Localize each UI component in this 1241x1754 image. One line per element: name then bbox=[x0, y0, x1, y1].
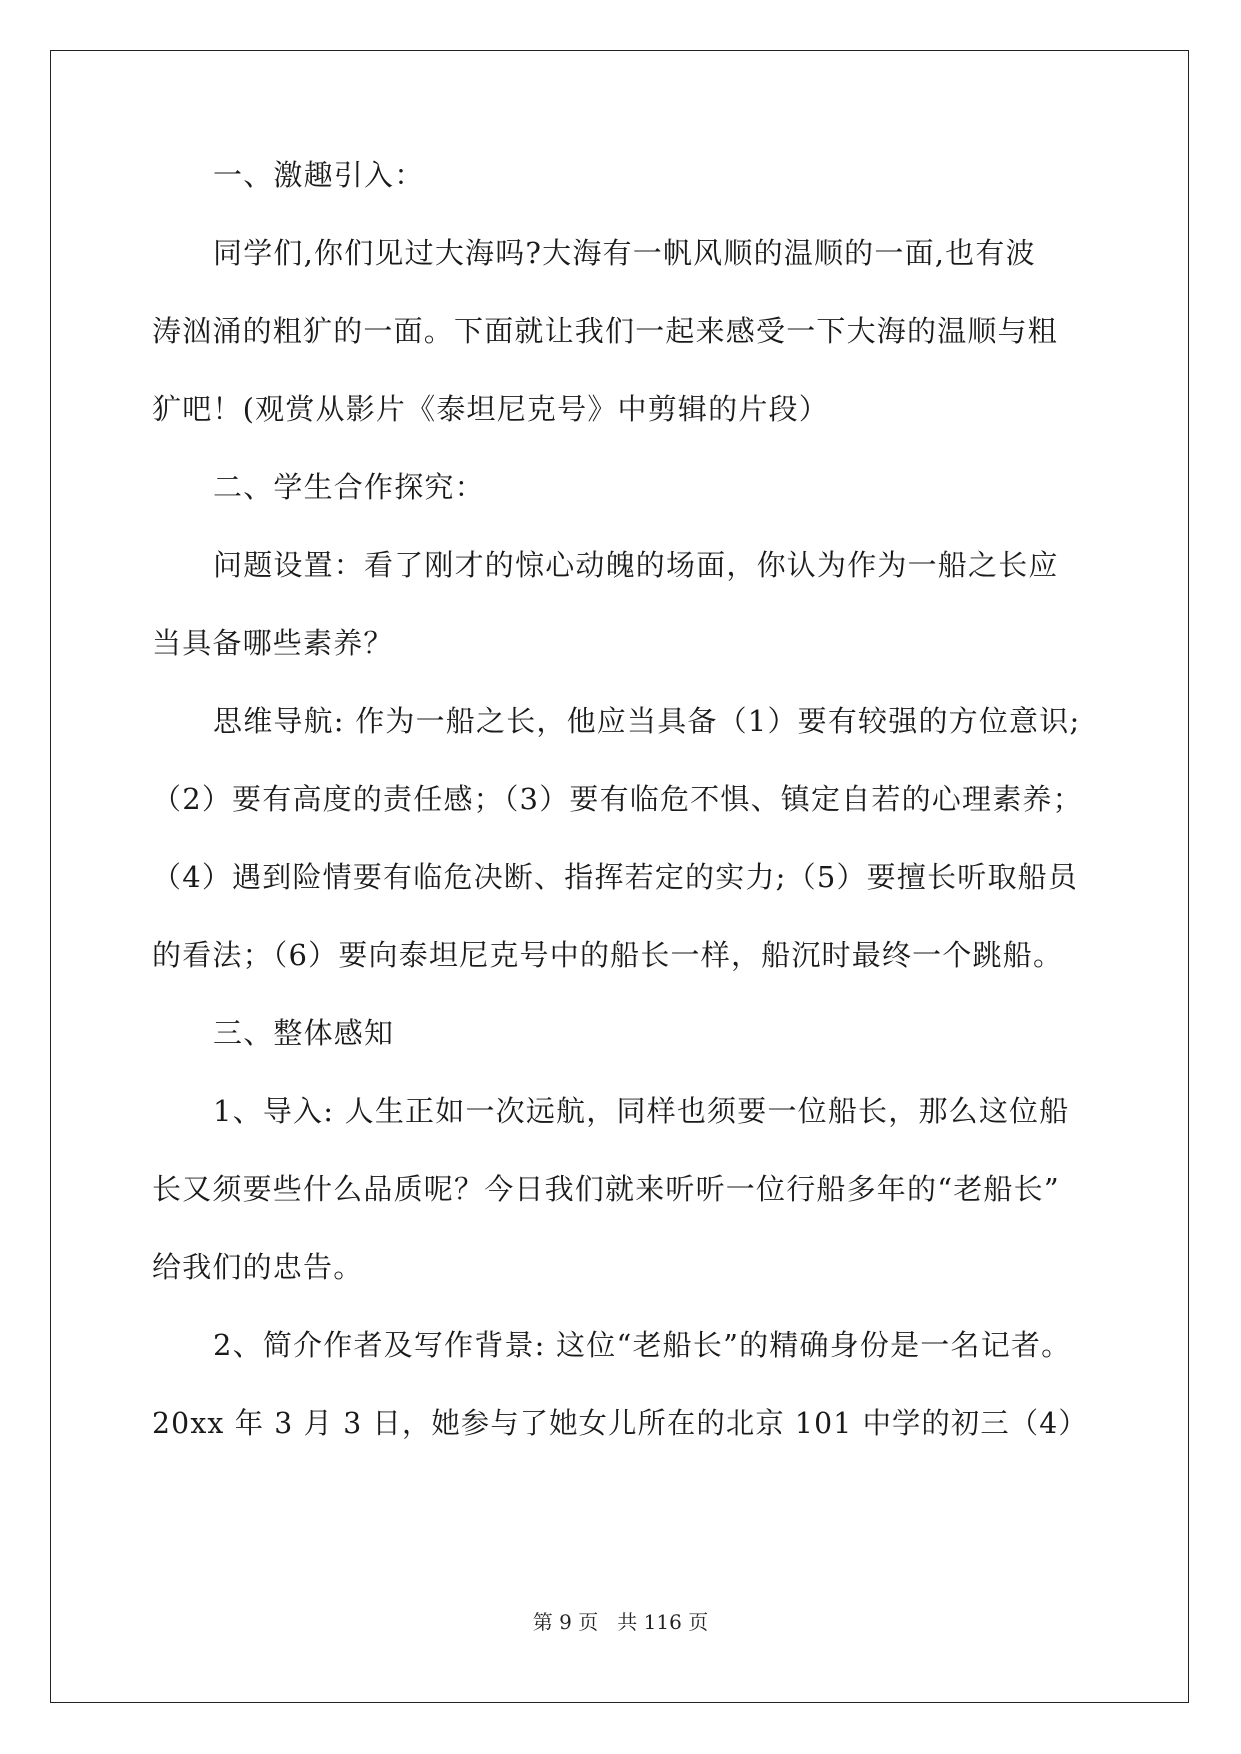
paragraph-line: 的看法；（6）要向泰坦尼克号中的船长一样，船沉时最终一个跳船。 bbox=[152, 938, 1064, 972]
paragraph-line: 犷吧！(观赏从影片《泰坦尼克号》中剪辑的片段） bbox=[152, 392, 829, 426]
paragraph-line: 1、导入: 人生正如一次远航，同样也须要一位船长，那么这位船 bbox=[213, 1094, 1070, 1128]
paragraph-line: （2）要有高度的责任感；（3）要有临危不惧、镇定自若的心理素养； bbox=[152, 782, 1083, 816]
page-number-footer: 第 9 页 共 116 页 bbox=[532, 1610, 709, 1634]
paragraph-line: 思维导航: 作为一船之长，他应当具备（1）要有较强的方位意识; bbox=[213, 704, 1081, 738]
paragraph-line: 长又须要些什么品质呢？今日我们就来听听一位行船多年的“老船长” bbox=[152, 1172, 1060, 1206]
heading-section-2: 二、学生合作探究： bbox=[213, 470, 485, 504]
paragraph-line: （4）遇到险情要有临危决断、指挥若定的实力;（5）要擅长听取船员 bbox=[152, 860, 1079, 894]
paragraph-line: 同学们,你们见过大海吗?大海有一帆风顺的温顺的一面,也有波 bbox=[213, 236, 1036, 270]
paragraph-line: 问题设置：看了刚才的惊心动魄的场面，你认为作为一船之长应 bbox=[213, 548, 1059, 582]
heading-section-1: 一、激趣引入： bbox=[213, 158, 425, 192]
paragraph-line: 给我们的忠告。 bbox=[152, 1250, 364, 1284]
paragraph-line: 涛汹涌的粗犷的一面。下面就让我们一起来感受一下大海的温顺与粗 bbox=[152, 314, 1059, 348]
paragraph-line: 2、简介作者及写作背景: 这位“老船长”的精确身份是一名记者。 bbox=[213, 1328, 1072, 1362]
heading-section-3: 三、整体感知 bbox=[213, 1016, 395, 1050]
paragraph-line: 当具备哪些素养？ bbox=[152, 626, 394, 660]
paragraph-line: 20xx 年 3 月 3 日，她参与了她女儿所在的北京 101 中学的初三（4） bbox=[152, 1406, 1088, 1440]
